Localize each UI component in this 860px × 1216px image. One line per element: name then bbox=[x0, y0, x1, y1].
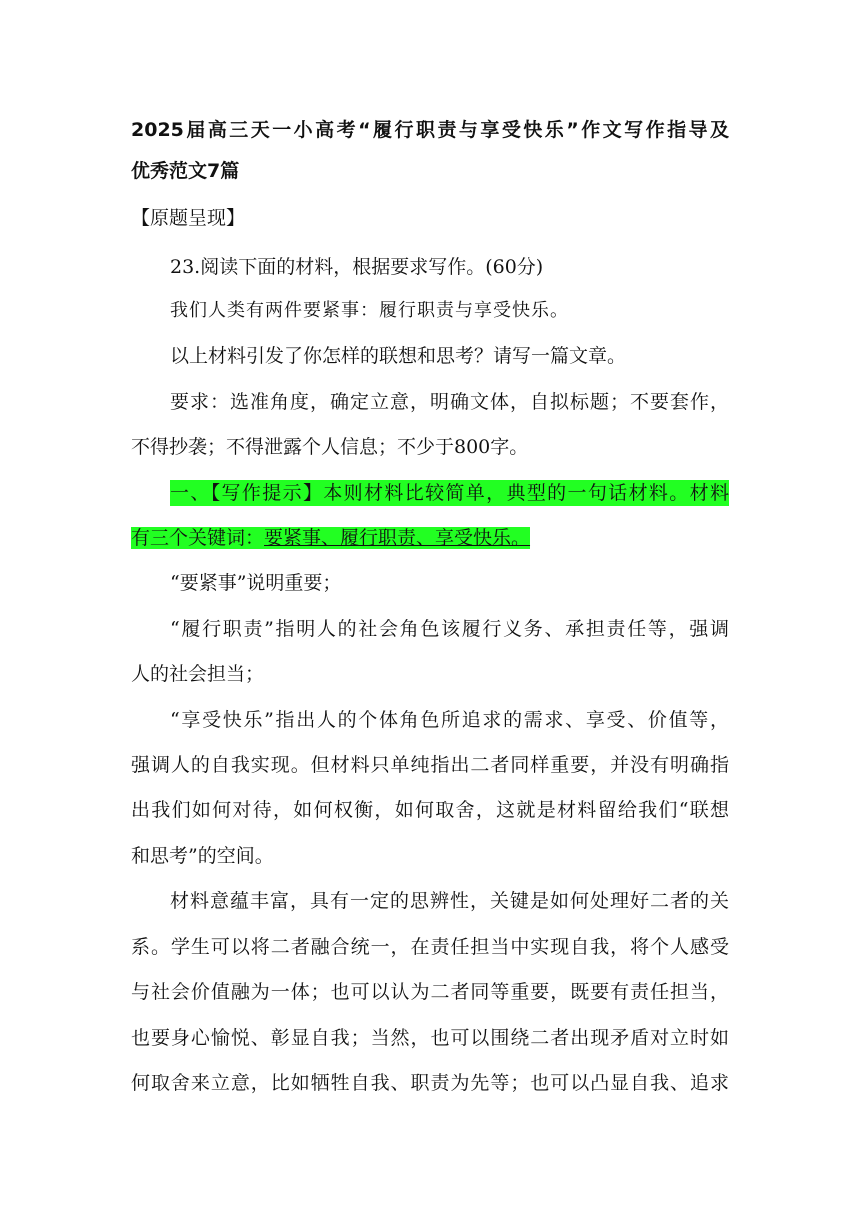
keyword-3-text-3: 出我们如何对待，如何权衡，如何取舍，这就是材料留给我们“联想 bbox=[131, 799, 729, 821]
hint-line-1 bbox=[170, 480, 729, 506]
requirements-text-1: 要求：选准角度，确定立意，明确文体，自拟标题；不要套作， bbox=[170, 391, 729, 413]
analysis-text-1: 材料意蕴丰富，具有一定的思辨性，关键是如何处理好二者的关 bbox=[170, 890, 729, 912]
analysis-text-2: 系。学生可以将二者融合统一，在责任担当中实现自我，将个人感受 bbox=[131, 936, 729, 958]
hint-line-1-rest: 本则材料比较简单，典型的一句话材料。材料 bbox=[323, 482, 729, 504]
analysis-text-3: 与社会价值融为一体；也可以认为二者同等重要，既要有责任担当， bbox=[131, 981, 729, 1003]
hint-line-2 bbox=[131, 525, 530, 551]
analysis-line-2 bbox=[131, 934, 729, 960]
material-text: 我们人类有两件要紧事：履行职责与享受快乐。 bbox=[170, 300, 569, 321]
keyword-3-line-3 bbox=[131, 797, 729, 823]
analysis-line-5 bbox=[131, 1070, 729, 1096]
document-title-line-2: 优秀范文7篇 bbox=[131, 160, 240, 182]
section-heading-original: 【原题呈现】 bbox=[131, 207, 246, 229]
keyword-3-line-1 bbox=[170, 707, 729, 733]
keyword-2-line-2: 人的社会担当； bbox=[131, 663, 265, 685]
title-text-1: 2025届高三天一小高考“履行职责与享受快乐”作文写作指导及 bbox=[131, 119, 729, 141]
keyword-1-explanation: “要紧事”说明重要； bbox=[170, 572, 342, 594]
analysis-text-4: 也要身心愉悦、彰显自我；当然，也可以围绕二者出现矛盾对立时如 bbox=[131, 1027, 729, 1049]
analysis-line-3 bbox=[131, 979, 729, 1005]
analysis-text-5: 何取舍来立意，比如牺牲自我、职责为先等；也可以凸显自我、追求 bbox=[131, 1072, 729, 1094]
hint-heading: 【写作提示】 bbox=[210, 482, 324, 504]
analysis-line-1 bbox=[170, 888, 729, 914]
hint-line-2-lead: 有三个关键词： bbox=[131, 527, 265, 549]
keyword-3-text-1: “享受快乐”指出人的个体角色所追求的需求、享受、价值等， bbox=[170, 709, 729, 731]
hint-prefix: 一、 bbox=[170, 482, 211, 504]
analysis-line-4 bbox=[131, 1025, 729, 1051]
requirements-line-2: 不得抄袭；不得泄露个人信息；不少于800字。 bbox=[131, 436, 529, 458]
hint-highlight-1 bbox=[170, 480, 729, 506]
requirements-line-1 bbox=[170, 389, 729, 415]
keyword-3-line-2 bbox=[131, 752, 729, 778]
prompt-text: 以上材料引发了你怎样的联想和思考？请写一篇文章。 bbox=[170, 345, 627, 367]
keyword-3-text-2: 强调人的自我实现。但材料只单纯指出二者同样重要，并没有明确指 bbox=[131, 754, 729, 776]
keyword-2-line-1 bbox=[170, 616, 729, 642]
question-intro: 23.阅读下面的材料，根据要求写作。(60分) bbox=[170, 256, 544, 278]
keyword-2-text-1: “履行职责”指明人的社会角色该履行义务、承担责任等，强调 bbox=[170, 618, 729, 640]
hint-keywords: 要紧事、履行职责、享受快乐。 bbox=[264, 527, 531, 549]
keyword-3-line-4: 和思考”的空间。 bbox=[131, 845, 274, 867]
document-title-line-1 bbox=[131, 117, 729, 143]
